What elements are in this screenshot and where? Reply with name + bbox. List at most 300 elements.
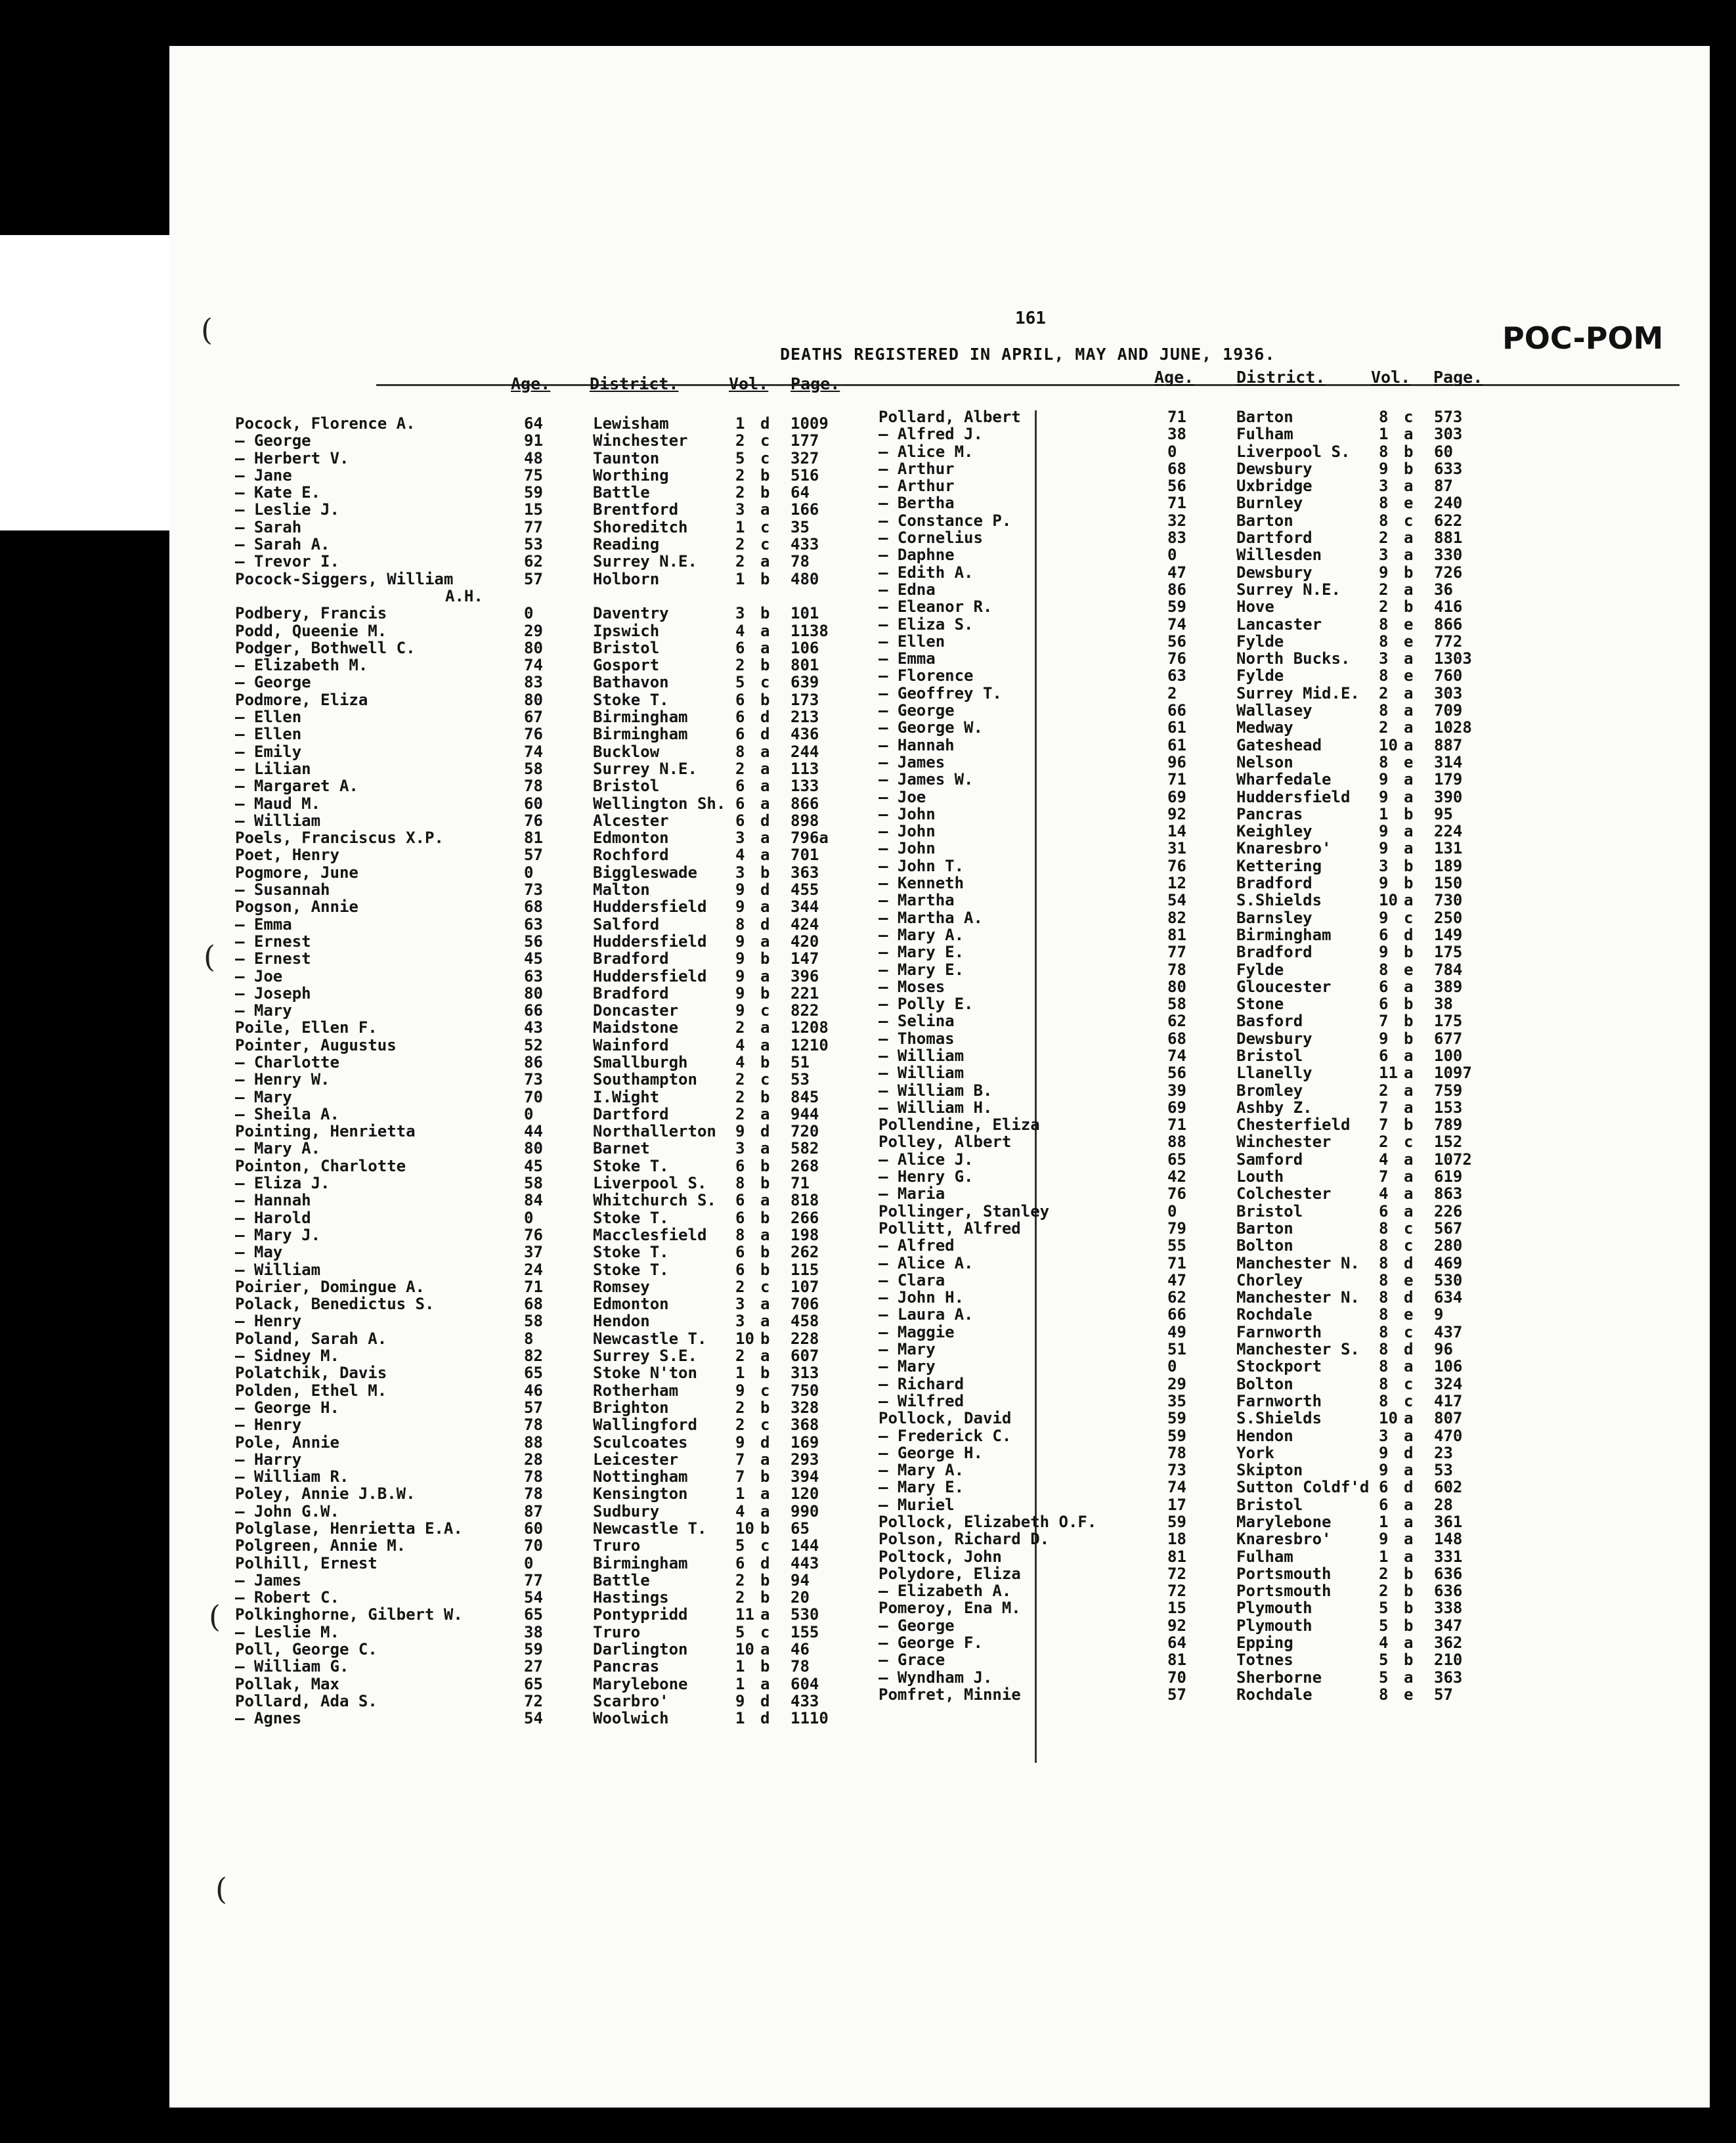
entry-vol: 5 (735, 1536, 745, 1555)
entry-vol-letter: a (760, 1312, 770, 1331)
entry-vol: 6 (735, 1260, 745, 1279)
entry-page: 244 (791, 742, 819, 761)
entry-district: Basford (1236, 1012, 1303, 1031)
entry-vol: 6 (735, 638, 745, 657)
entry-name: Pogson, Annie (235, 898, 358, 917)
entry-vol-letter: a (760, 846, 770, 865)
entry-page: 115 (791, 1260, 819, 1279)
entry-vol-letter: a (760, 500, 770, 519)
entry-page: 368 (791, 1416, 819, 1435)
entry-district: Bristol (1236, 1495, 1303, 1514)
entry-vol-letter: a (1404, 529, 1414, 548)
entry-age: 48 (524, 448, 543, 467)
header-page: Page. (1433, 368, 1483, 387)
entry-age: 45 (524, 1156, 543, 1175)
entry-page: 607 (791, 1347, 819, 1366)
entry-district: Surrey N.E. (593, 759, 697, 778)
entry-age: 74 (1167, 1478, 1186, 1497)
entry-age: 58 (524, 759, 543, 778)
entry-age: 56 (1167, 477, 1186, 496)
entry-name: — Agnes (235, 1709, 302, 1728)
entry-district: Shoreditch (593, 517, 688, 536)
entry-vol-letter: b (1404, 442, 1414, 461)
entry-vol: 9 (735, 1691, 745, 1710)
entry-age: 63 (524, 966, 543, 985)
entry-name: — Thomas (879, 1029, 955, 1048)
entry-vol-letter: d (760, 915, 770, 934)
entry-vol-letter: a (1404, 1409, 1414, 1428)
entry-page: 396 (791, 966, 819, 985)
entry-page: 944 (791, 1104, 819, 1123)
entry-vol-letter: e (1404, 615, 1414, 634)
entry-name: — John H. (879, 1288, 965, 1307)
entry-page: 709 (1434, 701, 1463, 720)
entry-name: — George (879, 1616, 955, 1635)
entry-age: 86 (1167, 580, 1186, 599)
entry-vol: 9 (1379, 1443, 1389, 1462)
entry-age: 65 (1167, 1150, 1186, 1169)
entry-page: 9 (1434, 1305, 1444, 1324)
entry-district: Plymouth (1236, 1616, 1313, 1635)
entry-district: Burnley (1236, 494, 1303, 513)
entry-vol-letter: a (760, 1191, 770, 1210)
entry-vol: 2 (735, 1588, 745, 1607)
entry-vol: 4 (735, 1502, 745, 1521)
entry-vol: 3 (1379, 546, 1389, 565)
entry-district: Newcastle T. (593, 1519, 707, 1538)
entry-vol: 10 (735, 1519, 754, 1538)
entry-vol-letter: b (760, 949, 770, 968)
entry-name: — Hannah (879, 735, 955, 754)
entry-vol-letter: a (1404, 1081, 1414, 1100)
entry-name: — Mary (235, 1001, 292, 1020)
entry-age: 51 (1167, 1340, 1186, 1359)
entry-vol-letter: d (760, 414, 770, 433)
entry-age: 68 (1167, 1029, 1186, 1048)
entry-age: 0 (1167, 1201, 1177, 1221)
entry-vol-letter: d (1404, 1443, 1414, 1462)
entry-page: 327 (791, 448, 819, 467)
entry-name: — Alice J. (879, 1150, 974, 1169)
entry-vol: 9 (1379, 943, 1389, 962)
entry-district: Macclesfield (593, 1225, 707, 1244)
entry-district: Fulham (1236, 425, 1293, 444)
entry-vol-letter: d (1404, 925, 1414, 944)
entry-age: 15 (1167, 1599, 1186, 1618)
entry-page: 866 (1434, 615, 1463, 634)
entry-vol: 5 (735, 673, 745, 692)
header-district: District. (1236, 368, 1326, 387)
entry-district: Salford (593, 915, 660, 934)
entry-vol: 1 (735, 414, 745, 433)
entry-page: 567 (1434, 1219, 1463, 1238)
entry-vol-letter: c (760, 1536, 770, 1555)
entry-page: 636 (1434, 1582, 1463, 1601)
entry-age: 59 (1167, 1426, 1186, 1445)
header-age: Age. (1154, 368, 1194, 387)
entry-vol-letter: a (760, 742, 770, 761)
entry-district: Brighton (593, 1398, 669, 1417)
entry-vol: 1 (735, 1364, 745, 1383)
entry-name: — Lilian (235, 759, 311, 778)
entry-vol-letter: e (1404, 1685, 1414, 1704)
entry-page: 262 (791, 1243, 819, 1262)
entry-page: 313 (791, 1364, 819, 1383)
entry-name: Poile, Ellen F. (235, 1018, 378, 1037)
entry-page: 153 (1434, 1098, 1463, 1117)
entry-age: 55 (1167, 1236, 1186, 1255)
entry-name: — Bertha (879, 494, 955, 513)
entry-page: 633 (1434, 459, 1463, 478)
punch-mark: ( (209, 1599, 221, 1634)
entry-district: Dartford (593, 1104, 669, 1123)
entry-page: 433 (791, 535, 819, 554)
entry-district: Surrey Mid.E. (1236, 683, 1360, 703)
entry-vol: 8 (1379, 511, 1389, 530)
entry-vol: 8 (1379, 1340, 1389, 1359)
entry-vol: 6 (1379, 995, 1389, 1014)
entry-vol: 8 (735, 742, 745, 761)
entry-page: 303 (1434, 425, 1463, 444)
entry-age: 49 (1167, 1322, 1186, 1341)
entry-vol: 9 (1379, 459, 1389, 478)
entry-age: 84 (524, 1191, 543, 1210)
entry-vol: 3 (735, 863, 745, 882)
entry-vol: 9 (1379, 908, 1389, 927)
entry-vol-letter: a (1404, 546, 1414, 565)
entry-vol: 2 (1379, 683, 1389, 703)
entry-name: — Selina (879, 1012, 955, 1031)
entry-age: 47 (1167, 1270, 1186, 1289)
entry-district: Pontypridd (593, 1605, 688, 1624)
entry-name: Polglase, Henrietta E.A. (235, 1519, 463, 1538)
entry-vol-letter: a (1404, 891, 1414, 910)
entry-vol: 2 (1379, 1081, 1389, 1100)
entry-page: 144 (791, 1536, 819, 1555)
entry-name: Polden, Ethel M. (235, 1381, 387, 1400)
entry-vol: 10 (1379, 891, 1398, 910)
entry-vol: 11 (1379, 1064, 1398, 1083)
entry-page: 189 (1434, 856, 1463, 875)
entry-name: — John G.W. (235, 1502, 339, 1521)
entry-name: Poll, George C. (235, 1640, 378, 1659)
entry-age: 53 (524, 535, 543, 554)
entry-page: 101 (791, 604, 819, 623)
entry-vol: 2 (735, 1416, 745, 1435)
entry-page: 634 (1434, 1288, 1463, 1307)
entry-vol-letter: b (760, 483, 770, 502)
entry-vol-letter: a (1404, 425, 1414, 444)
entry-page: 822 (791, 1001, 819, 1020)
entry-district: Fylde (1236, 960, 1284, 979)
punch-mark: ( (215, 1871, 227, 1907)
entry-name: Pocock, Florence A. (235, 414, 416, 433)
entry-vol: 7 (735, 1467, 745, 1486)
entry-vol: 2 (1379, 529, 1389, 548)
entry-page: 363 (1434, 1668, 1463, 1687)
entry-age: 74 (524, 656, 543, 675)
entry-page: 1208 (791, 1018, 829, 1037)
entry-vol-letter: b (760, 569, 770, 588)
entry-vol: 2 (735, 1398, 745, 1417)
entry-district: Farnworth (1236, 1391, 1322, 1410)
entry-page: 416 (1434, 597, 1463, 617)
entry-page: 344 (791, 898, 819, 917)
entry-vol-letter: a (1404, 1046, 1414, 1065)
entry-vol: 5 (1379, 1651, 1389, 1670)
entry-age: 83 (1167, 529, 1186, 548)
entry-district: Stoke N'ton (593, 1364, 697, 1383)
entry-name: — Florence (879, 666, 974, 685)
entry-vol-letter: b (760, 1174, 770, 1193)
entry-name: — Mary A. (235, 1139, 321, 1158)
page-title: DEATHS REGISTERED IN APRIL, MAY AND JUNE, 1936. (780, 345, 1276, 364)
entry-district: Brentford (593, 500, 679, 519)
entry-age: 77 (524, 1570, 543, 1590)
entry-page: 53 (791, 1070, 810, 1089)
entry-vol: 1 (735, 569, 745, 588)
entry-age: 65 (524, 1674, 543, 1693)
entry-vol: 6 (1379, 1495, 1389, 1514)
entry-age: 62 (524, 552, 543, 571)
entry-vol-letter: e (1404, 632, 1414, 651)
entry-page: 166 (791, 500, 819, 519)
entry-vol: 2 (735, 535, 745, 554)
entry-district: Truro (593, 1536, 641, 1555)
entry-name: — Grace (879, 1651, 945, 1670)
entry-age: 32 (1167, 511, 1186, 530)
entry-page: 516 (791, 465, 819, 485)
entry-vol-letter: b (760, 1260, 770, 1279)
entry-vol-letter: a (1404, 1098, 1414, 1117)
entry-name: — Mary E. (879, 960, 965, 979)
entry-page: 131 (1434, 839, 1463, 858)
entry-vol-letter: a (1404, 1426, 1414, 1445)
entry-vol: 8 (1379, 408, 1389, 426)
entry-name: — William H. (879, 1098, 993, 1117)
entry-vol-letter: b (760, 1087, 770, 1106)
entry-page: 20 (791, 1588, 810, 1607)
entry-age: 37 (524, 1243, 543, 1262)
punch-mark: ( (201, 312, 213, 347)
entry-vol-letter: a (760, 1139, 770, 1158)
entry-district: Samford (1236, 1150, 1303, 1169)
entry-name: Pollard, Albert (879, 408, 1021, 426)
entry-name: — William (235, 1260, 321, 1279)
entry-vol-letter: b (760, 1329, 770, 1348)
entry-vol-letter: a (760, 829, 770, 848)
entry-vol-letter: a (1404, 1064, 1414, 1083)
entry-page: 1138 (791, 621, 829, 640)
entry-name: — Muriel (879, 1495, 955, 1514)
entry-vol-letter: c (760, 517, 770, 536)
entry-district: Hove (1236, 597, 1274, 617)
entry-vol: 3 (735, 500, 745, 519)
entry-district: Hendon (593, 1312, 650, 1331)
entry-vol-letter: d (760, 1709, 770, 1728)
entry-district: Birmingham (593, 1553, 688, 1572)
entry-vol-letter: b (1404, 1616, 1414, 1635)
entry-district: Dewsbury (1236, 459, 1313, 478)
entry-vol-letter: b (760, 1052, 770, 1072)
entry-page: 221 (791, 984, 819, 1003)
entry-vol-letter: a (760, 966, 770, 985)
entry-age: 64 (1167, 1634, 1186, 1653)
entry-age: 17 (1167, 1495, 1186, 1514)
entry-name: — George F. (879, 1634, 983, 1653)
entry-vol: 1 (735, 517, 745, 536)
entry-vol-letter: b (1404, 1029, 1414, 1048)
entry-age: 64 (524, 414, 543, 433)
entry-district: Barnet (593, 1139, 650, 1158)
entry-vol: 10 (735, 1329, 754, 1348)
entry-vol: 2 (1379, 1582, 1389, 1601)
entry-name: Pogmore, June (235, 863, 358, 882)
entry-age: 78 (524, 1416, 543, 1435)
entry-vol-letter: b (760, 1467, 770, 1486)
entry-age: 76 (524, 725, 543, 744)
entry-vol: 9 (1379, 1461, 1389, 1480)
entry-name: — William (235, 811, 321, 830)
entry-district: Worthing (593, 465, 669, 485)
entry-name: Podger, Bothwell C. (235, 638, 416, 657)
entry-vol: 5 (1379, 1599, 1389, 1618)
entry-vol: 4 (735, 846, 745, 865)
entry-page: 250 (1434, 908, 1463, 927)
entry-vol: 2 (735, 759, 745, 778)
entry-district: Bristol (593, 638, 660, 657)
entry-district: Skipton (1236, 1461, 1303, 1480)
entry-name: — Martha A. (879, 908, 983, 927)
entry-page: 677 (1434, 1029, 1463, 1048)
entry-page: 149 (1434, 925, 1463, 944)
entry-vol-letter: c (760, 431, 770, 450)
entry-name: — Henry (235, 1416, 302, 1435)
entry-district: Bolton (1236, 1236, 1293, 1255)
entry-page: 268 (791, 1156, 819, 1175)
entry-vol-letter: b (760, 1243, 770, 1262)
entry-age: 18 (1167, 1530, 1186, 1549)
entry-vol: 8 (1379, 1322, 1389, 1341)
entry-vol: 8 (1379, 1685, 1389, 1704)
entry-age: 78 (1167, 960, 1186, 979)
entry-page: 293 (791, 1450, 819, 1469)
entry-vol: 6 (1379, 1201, 1389, 1221)
entry-age: 80 (524, 690, 543, 709)
entry-vol-letter: a (1404, 1668, 1414, 1687)
entry-vol: 8 (1379, 1374, 1389, 1393)
entry-age: 83 (524, 673, 543, 692)
entry-page: 240 (1434, 494, 1463, 513)
entry-vol-letter: b (1404, 1012, 1414, 1031)
entry-name: Polgreen, Annie M. (235, 1536, 406, 1555)
entry-name: Pointing, Henrietta (235, 1122, 416, 1141)
entry-page: 898 (791, 811, 819, 830)
entry-district: I.Wight (593, 1087, 660, 1106)
entry-vol-letter: e (1404, 960, 1414, 979)
entry-district: Rotherham (593, 1381, 679, 1400)
entry-page: 169 (791, 1433, 819, 1452)
entry-name: A.H. (445, 586, 483, 605)
entry-district: Wellington Sh. (593, 794, 726, 813)
entry-district: Liverpool S. (1236, 442, 1351, 461)
entry-page: 228 (791, 1329, 819, 1348)
entry-name: Pointon, Charlotte (235, 1156, 406, 1175)
entry-page: 46 (791, 1640, 810, 1659)
entry-age: 78 (524, 1484, 543, 1504)
entry-vol: 2 (735, 465, 745, 485)
entry-age: 29 (1167, 1374, 1186, 1393)
entry-name: — James (879, 752, 945, 771)
entry-age: 61 (1167, 735, 1186, 754)
entry-district: Bolton (1236, 1374, 1293, 1393)
entry-vol: 1 (735, 1674, 745, 1693)
entry-vol-letter: a (1404, 1357, 1414, 1376)
entry-name: — Sarah A. (235, 535, 330, 554)
entry-district: Fylde (1236, 632, 1284, 651)
entry-page: 314 (1434, 752, 1463, 771)
entry-vol: 2 (1379, 580, 1389, 599)
entry-name: — Ellen (235, 708, 302, 727)
entry-name: — John (879, 804, 936, 823)
entry-vol: 2 (735, 1277, 745, 1296)
entry-age: 59 (524, 483, 543, 502)
entry-vol: 3 (735, 829, 745, 848)
entry-district: Fylde (1236, 666, 1284, 685)
entry-age: 69 (1167, 787, 1186, 806)
entry-district: Malton (593, 880, 650, 899)
entry-vol: 3 (735, 1139, 745, 1158)
entry-district: Chorley (1236, 1270, 1303, 1289)
entry-name: — Margaret A. (235, 777, 358, 796)
entry-district: Surrey S.E. (593, 1347, 697, 1366)
entry-vol-letter: d (1404, 1253, 1414, 1272)
entry-age: 72 (1167, 1582, 1186, 1601)
entry-name: — Joseph (235, 984, 311, 1003)
entry-vol-letter: a (1404, 822, 1414, 841)
entry-name: — Elizabeth M. (235, 656, 368, 675)
entry-vol: 1 (735, 1484, 745, 1504)
entry-age: 43 (524, 1018, 543, 1037)
entry-name: — Joe (879, 787, 926, 806)
entry-age: 74 (1167, 615, 1186, 634)
entry-district: S.Shields (1236, 1409, 1322, 1428)
entry-page: 480 (791, 569, 819, 588)
entry-page: 95 (1434, 804, 1453, 823)
entry-name: — Charlotte (235, 1052, 339, 1072)
entry-name: — Kenneth (879, 874, 965, 893)
entry-name: — William (879, 1064, 965, 1083)
entry-district: S.Shields (1236, 891, 1322, 910)
entry-vol-letter: b (760, 1657, 770, 1676)
entry-name: — Arthur (879, 477, 955, 496)
entry-vol: 9 (735, 1433, 745, 1452)
entry-vol-letter: b (760, 1208, 770, 1227)
entry-vol: 2 (735, 1070, 745, 1089)
surname-range: POC-POM (1502, 320, 1664, 356)
entry-vol-letter: c (1404, 1219, 1414, 1238)
entry-name: — Emma (235, 915, 292, 934)
entry-vol-letter: e (1404, 1305, 1414, 1324)
entry-district: Sculcoates (593, 1433, 688, 1452)
entry-district: Surrey N.E. (593, 552, 697, 571)
entry-age: 59 (1167, 1513, 1186, 1531)
entry-name: — John T. (879, 856, 965, 875)
entry-page: 280 (1434, 1236, 1463, 1255)
entry-page: 226 (1434, 1201, 1463, 1221)
entry-vol: 8 (1379, 1391, 1389, 1410)
entry-vol-letter: b (760, 1570, 770, 1590)
